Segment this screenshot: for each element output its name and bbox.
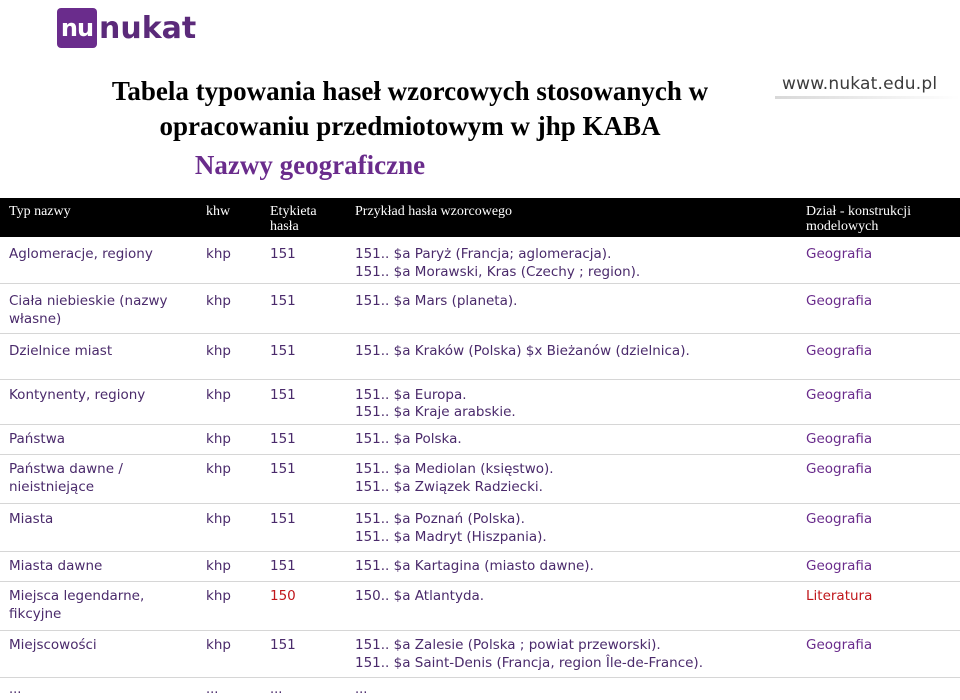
cell-etykieta: 151: [270, 431, 296, 447]
cell-dzial: Geografia: [806, 293, 873, 309]
table-row: [0, 631, 960, 678]
cell-przyklad-1: 150.. $a Atlantyda.: [355, 588, 485, 604]
header-przyklad: Przykład hasła wzorcowego: [355, 204, 513, 219]
table-header: [0, 198, 960, 237]
cell-typ: Ciała niebieskie (nazwy własne): [9, 293, 168, 327]
cell-khw: khp: [206, 431, 231, 447]
cell-typ: Miasta dawne: [9, 558, 103, 574]
cell-przyklad-2: 151.. $a Madryt (Hiszpania).: [355, 529, 547, 545]
table-row: [0, 504, 960, 552]
logo-text: nukat: [99, 10, 197, 46]
ellipsis-etykieta: ...: [270, 682, 283, 697]
cell-khw: khp: [206, 511, 231, 527]
cell-etykieta: 151: [270, 461, 296, 477]
cell-przyklad-1: 151.. $a Kartagina (miasto dawne).: [355, 558, 594, 574]
cell-przyklad-2: 151.. $a Kraje arabskie.: [355, 404, 516, 420]
site-url: www.nukat.edu.pl: [782, 74, 938, 94]
cell-etykieta: 151: [270, 246, 296, 262]
cell-khw: khp: [206, 461, 231, 477]
cell-typ: Miejscowości: [9, 637, 97, 653]
table-row: [0, 582, 960, 631]
url-underline: [775, 96, 960, 99]
cell-dzial: Geografia: [806, 461, 873, 477]
cell-dzial: Geografia: [806, 387, 873, 403]
cell-przyklad-2: 151.. $a Związek Radziecki.: [355, 479, 543, 495]
title-line-1: Tabela typowania haseł wzorcowych stosowanych w: [111, 76, 709, 106]
cell-etykieta: 150: [270, 588, 296, 604]
cell-przyklad-1: 151.. $a Mars (planeta).: [355, 293, 518, 309]
cell-typ: Dzielnice miast: [9, 343, 113, 359]
cell-etykieta: 151: [270, 293, 296, 309]
cell-khw: khp: [206, 387, 231, 403]
cell-typ: Aglomeracje, regiony: [9, 246, 153, 262]
cell-etykieta: 151: [270, 387, 296, 403]
ellipsis-przyklad: ...: [355, 682, 368, 697]
cell-khw: khp: [206, 246, 231, 262]
cell-khw: khp: [206, 293, 231, 309]
mapping-table: [0, 198, 960, 678]
cell-dzial: Geografia: [806, 343, 873, 359]
cell-dzial: Geografia: [806, 246, 873, 262]
cell-etykieta: 151: [270, 637, 296, 653]
cell-khw: khp: [206, 343, 231, 359]
cell-khw: khp: [206, 588, 231, 604]
title-line-2: opracowaniu przedmiotowym w jhp KABA: [159, 111, 661, 141]
cell-typ: Miasta: [9, 511, 54, 527]
cell-dzial: Literatura: [806, 588, 873, 604]
table-row: [0, 237, 960, 284]
header-khw: khw: [206, 204, 231, 219]
cell-khw: khp: [206, 558, 231, 574]
table-row: [0, 455, 960, 504]
table-row: [0, 284, 960, 334]
table-row: [0, 425, 960, 455]
cell-dzial: Geografia: [806, 637, 873, 653]
page-title: [40, 74, 780, 144]
cell-przyklad-1: 151.. $a Poznań (Polska).: [355, 511, 525, 527]
cell-przyklad-1: 151.. $a Mediolan (księstwo).: [355, 461, 554, 477]
cell-przyklad-1: 151.. $a Kraków (Polska) $x Bieżanów (dzielnica).: [355, 343, 690, 359]
cell-etykieta: 151: [270, 511, 296, 527]
header-typ: Typ nazwy: [9, 204, 71, 219]
cell-przyklad-2: 151.. $a Morawski, Kras (Czechy ; region).: [355, 264, 641, 280]
table-row: [0, 380, 960, 425]
logo-mark: nu: [57, 8, 97, 48]
cell-typ: Miejsca legendarne, fikcyjne: [9, 588, 145, 622]
cell-przyklad-1: 151.. $a Europa.: [355, 387, 467, 403]
cell-przyklad-1: 151.. $a Zalesie (Polska ; powiat przeworski).: [355, 637, 661, 653]
page-subtitle: Nazwy geograficzne: [194, 150, 426, 180]
cell-typ: Państwa dawne / nieistniejące: [9, 461, 123, 495]
cell-typ: Kontynenty, regiony: [9, 387, 146, 403]
cell-etykieta: 151: [270, 343, 296, 359]
cell-przyklad-2: 151.. $a Saint-Denis (Francja, region Île-de-France).: [355, 655, 703, 671]
cell-przyklad-1: 151.. $a Polska.: [355, 431, 462, 447]
cell-typ: Państwa: [9, 431, 66, 447]
header-dzial: Dział - konstrukcji modelowych: [806, 204, 911, 234]
cell-przyklad-1: 151.. $a Paryż (Francja; aglomeracja).: [355, 246, 612, 262]
ellipsis-khw: ...: [206, 682, 219, 697]
nukat-logo: [57, 8, 196, 48]
cell-dzial: Geografia: [806, 511, 873, 527]
cell-etykieta: 151: [270, 558, 296, 574]
header-etykieta: Etykieta hasła: [270, 204, 317, 234]
cell-dzial: Geografia: [806, 431, 873, 447]
table-row: [0, 552, 960, 582]
cell-khw: khp: [206, 637, 231, 653]
table-row: [0, 334, 960, 380]
cell-dzial: Geografia: [806, 558, 873, 574]
ellipsis-typ: ...: [9, 682, 22, 697]
